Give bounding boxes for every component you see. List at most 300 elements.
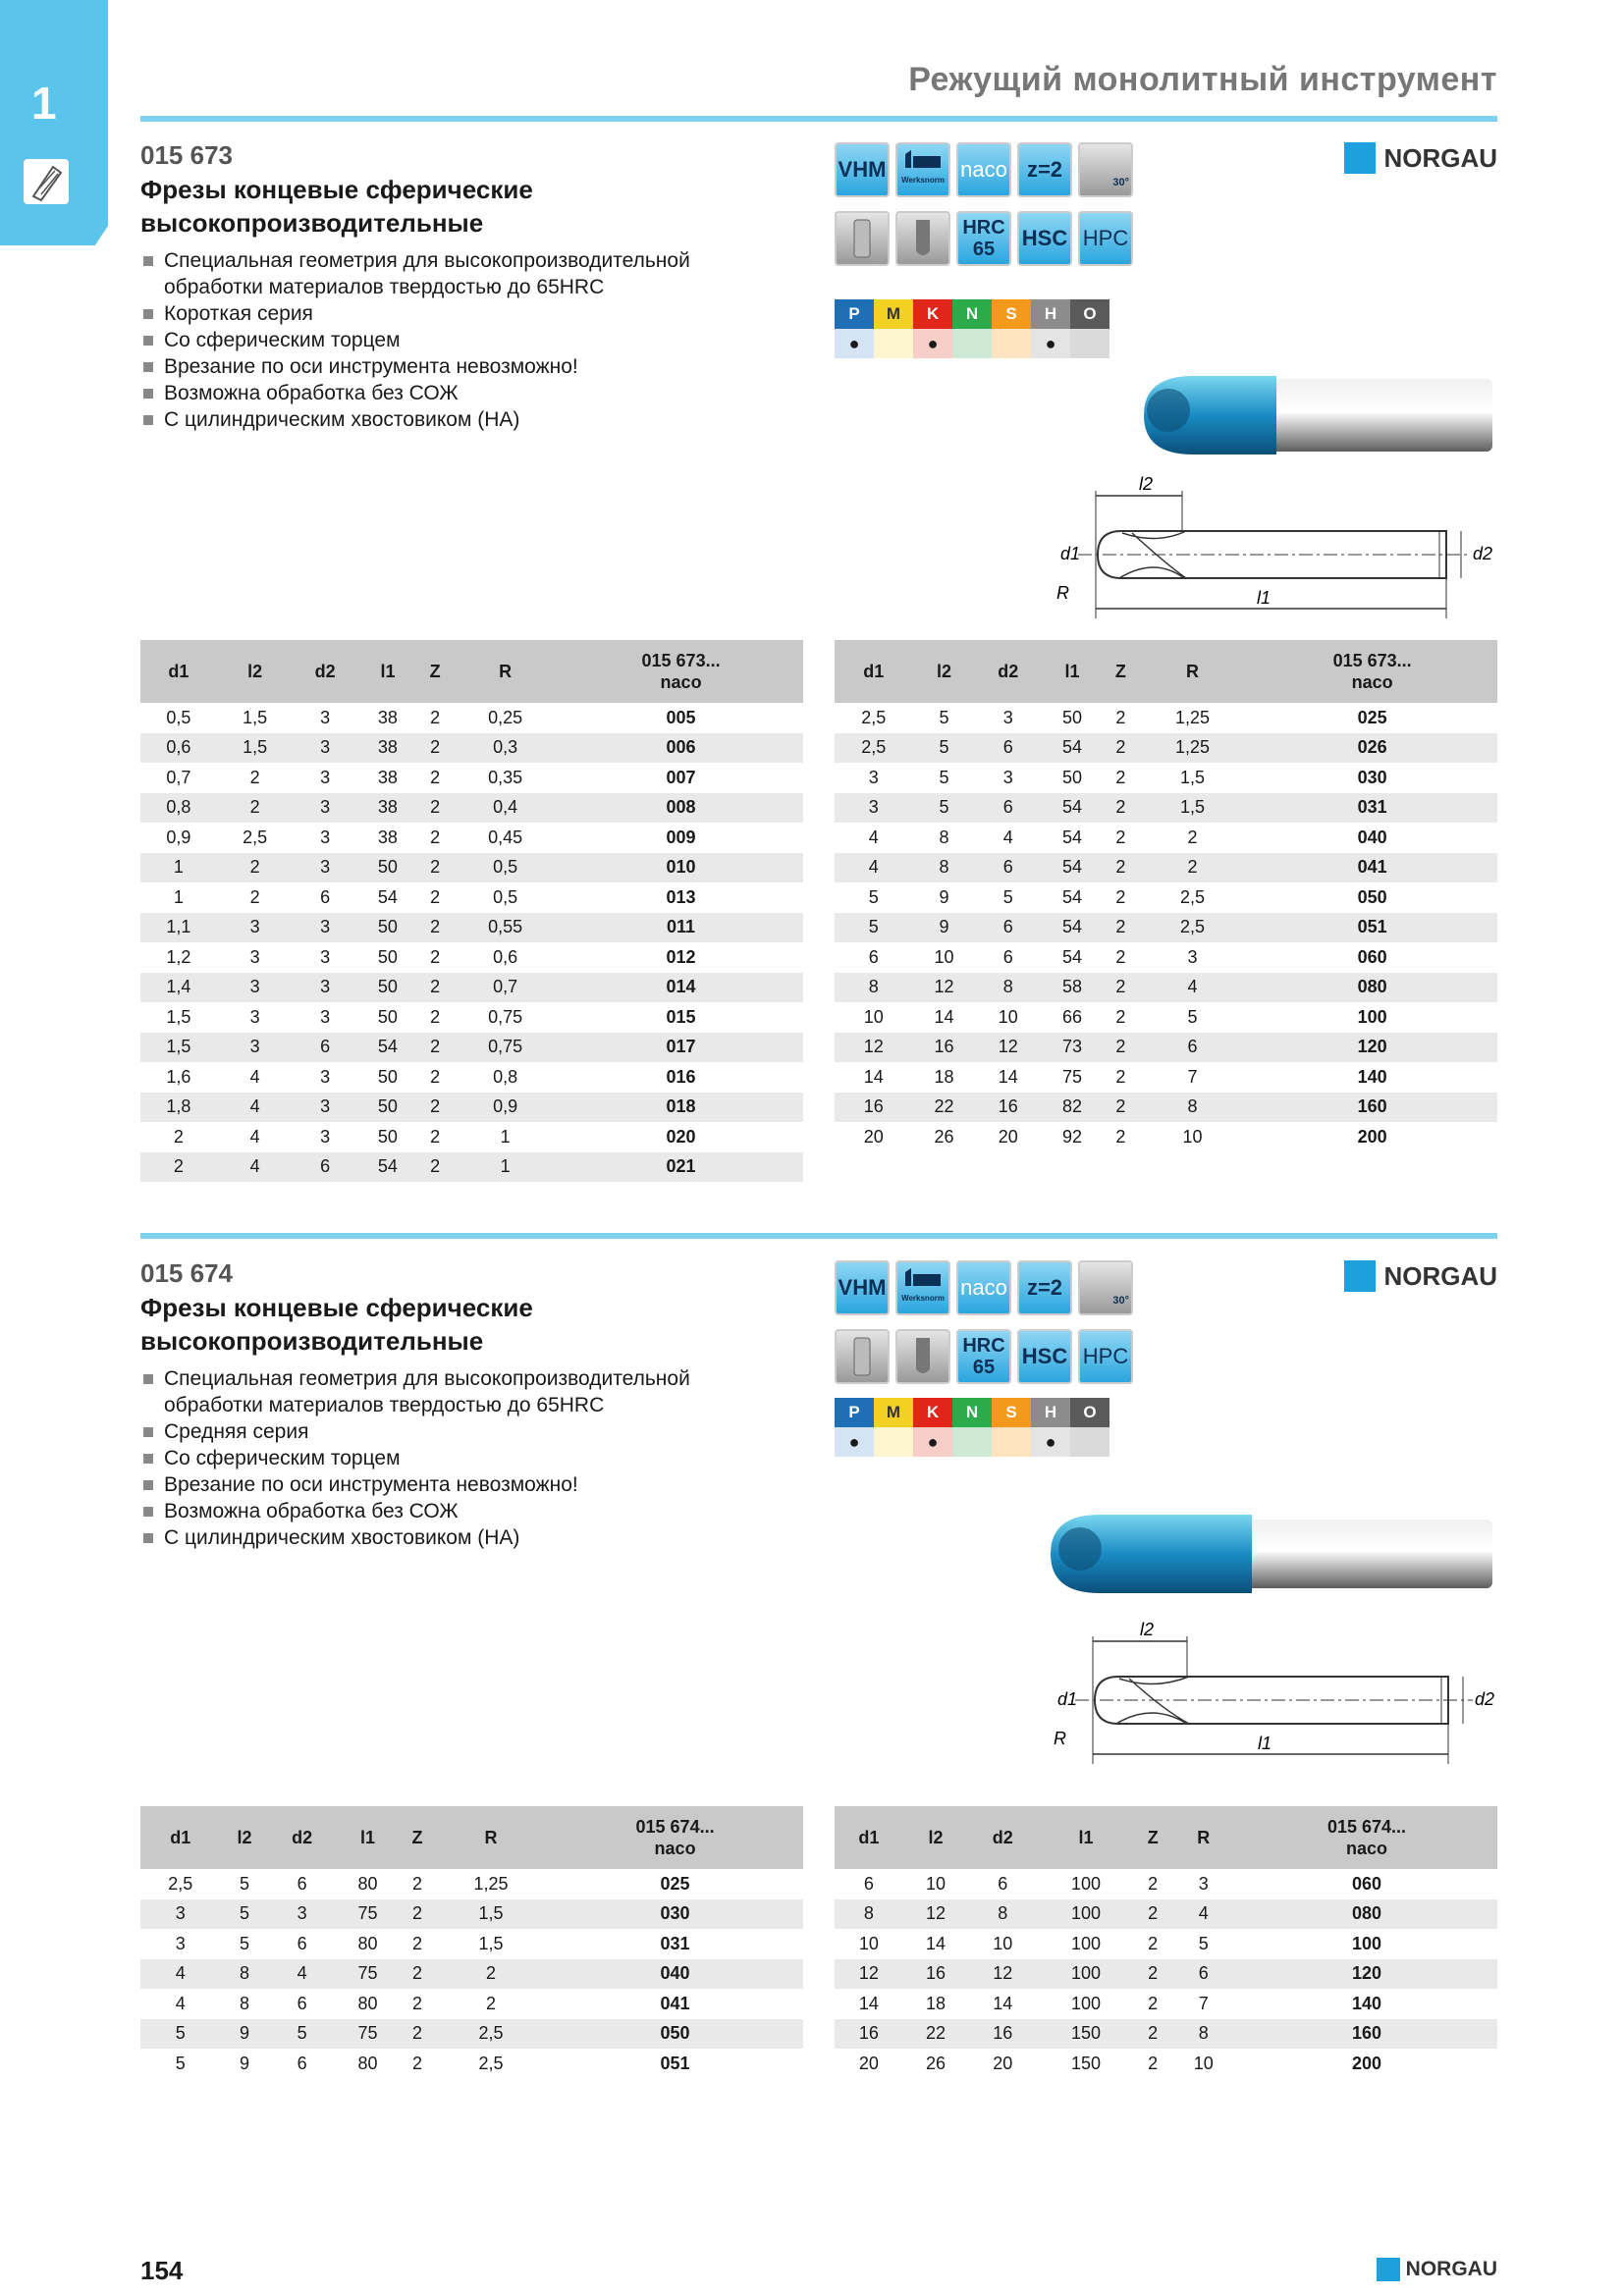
table-cell: 2	[140, 1152, 217, 1183]
table-cell: 2	[1148, 2053, 1159, 2073]
table-cell: 2	[1148, 1993, 1159, 2013]
table-row	[140, 853, 803, 883]
table-cell: 14	[998, 1066, 1018, 1087]
table-cell: 4	[1002, 827, 1013, 847]
table-row	[835, 1929, 1497, 1959]
table-cell: 5	[221, 1899, 269, 1930]
table-cell: 1,4	[140, 973, 217, 1003]
vhm-icon: VHM	[835, 142, 890, 197]
property-icons-row-1	[835, 142, 1133, 197]
material-s: S	[992, 1398, 1031, 1427]
table-cell: 1	[500, 1126, 511, 1147]
table-cell: 2	[1135, 2019, 1171, 2050]
table-row	[835, 853, 1497, 883]
table-cell: 0,45	[488, 827, 523, 847]
table-cell: 2,5	[435, 2019, 547, 2050]
table-cell: 3	[868, 767, 879, 787]
hrc-icon: HRC 65	[956, 211, 1011, 266]
property-icons-row-2	[835, 1329, 1133, 1384]
table-cell: 3	[1002, 767, 1013, 787]
table-cell: 14	[993, 1993, 1013, 2013]
table-cell: 2	[1104, 1093, 1138, 1123]
table-cell: 100	[1071, 1993, 1102, 2013]
table-row	[140, 1093, 803, 1123]
table-cell: 0,25	[488, 707, 523, 727]
hpc-icon: HPC	[1078, 211, 1133, 266]
table-cell: 0,6	[493, 946, 518, 967]
table-cell: 2	[1148, 1873, 1159, 1894]
shank-icon	[835, 211, 890, 266]
spec-table-015674-right	[835, 1806, 1497, 2079]
table-cell: 80	[357, 2053, 378, 2073]
table-cell: 2	[400, 2019, 435, 2050]
table-cell: 54	[1061, 946, 1082, 967]
table-row	[835, 733, 1497, 764]
feature-item: Возможна обработка без СОЖ	[140, 1498, 730, 1524]
table-cell: 7	[1198, 1993, 1209, 2013]
table-cell: 92	[1061, 1126, 1082, 1147]
order-code-cell: 025	[660, 1873, 690, 1894]
table-cell: 2	[173, 1126, 184, 1147]
table-cell: 5	[939, 767, 949, 787]
table-cell: 10	[1182, 1126, 1203, 1147]
feature-item: Средняя серия	[140, 1418, 730, 1445]
order-code-cell: 009	[666, 827, 696, 847]
table-cell: 6	[998, 1873, 1008, 1894]
table-cell: 5	[1002, 886, 1013, 907]
table-cell: 0,3	[452, 733, 559, 764]
table-cell: 6	[320, 886, 331, 907]
tool-photo	[1041, 1510, 1497, 1598]
flutes-icon: z=2	[1017, 142, 1072, 197]
table-cell: 2	[418, 973, 452, 1003]
col-code: 015 673... naco	[1247, 640, 1497, 703]
table-cell: 4	[1138, 973, 1247, 1003]
feature-item: Со сферическим торцем	[140, 327, 730, 353]
table-cell: 0,5	[493, 886, 518, 907]
table-cell: 6	[297, 1873, 307, 1894]
col-code: 015 674... naco	[1236, 1806, 1497, 1869]
table-cell: 0,8	[493, 1066, 518, 1087]
table-cell: 2	[1115, 1126, 1126, 1147]
table-cell: 1,25	[1175, 707, 1211, 727]
order-code-cell: 040	[1357, 827, 1387, 847]
table-cell: 12	[835, 1033, 913, 1063]
col-l1: l1	[1041, 640, 1104, 703]
table-cell: 5	[1187, 1006, 1198, 1027]
table-cell: 8	[975, 973, 1041, 1003]
table-cell: 38	[377, 767, 398, 787]
table-cell: 1,5	[478, 1933, 504, 1953]
table-cell: 100	[1037, 1959, 1135, 1990]
col-d1: d1	[835, 640, 913, 703]
table-cell: 6	[297, 2053, 307, 2073]
col-z: Z	[1104, 640, 1138, 703]
werksnorm-icon: Werksnorm	[895, 142, 950, 197]
helix-angle-icon: 30°	[1078, 1260, 1133, 1315]
label-d2: d2	[1473, 544, 1493, 563]
table-cell: 12	[903, 1899, 969, 1930]
table-cell: 2	[430, 1006, 441, 1027]
table-cell: 26	[934, 1126, 954, 1147]
table-cell: 6	[1002, 946, 1013, 967]
feature-item: Врезание по оси инструмента невозможно!	[140, 353, 730, 380]
table-cell: 4	[217, 1152, 294, 1183]
table-cell: 50	[357, 853, 418, 883]
table-cell: 1,5	[217, 733, 294, 764]
table-cell: 12	[913, 973, 976, 1003]
table-row	[140, 1959, 803, 1990]
table-cell: 2	[430, 1126, 441, 1147]
table-cell: 2	[249, 767, 260, 787]
order-code-cell: 017	[559, 1033, 803, 1063]
section-title: Фрезы концевые сферические высокопроизводительные	[140, 1293, 533, 1356]
table-row	[140, 1122, 803, 1152]
material-m: M	[874, 1398, 913, 1427]
table-cell: 1	[173, 886, 184, 907]
table-cell: 82	[1041, 1093, 1104, 1123]
table-row	[140, 1033, 803, 1063]
table-cell: 10	[926, 1873, 947, 1894]
table-cell: 1,25	[473, 1873, 509, 1894]
table-cell: 4	[835, 853, 913, 883]
table-cell: 66	[1061, 1006, 1082, 1027]
table-cell: 54	[1041, 793, 1104, 824]
table-cell: 2	[1138, 853, 1247, 883]
order-code-cell: 031	[660, 1933, 690, 1953]
table-cell: 5	[913, 793, 976, 824]
material-m: M	[874, 299, 913, 329]
table-row	[140, 942, 803, 973]
table-cell: 50	[377, 1126, 398, 1147]
table-cell: 3	[320, 827, 331, 847]
material-dot	[952, 329, 992, 358]
label-l2: l2	[1140, 1622, 1155, 1639]
table-cell: 3	[294, 853, 357, 883]
order-code-cell: 015	[666, 1006, 696, 1027]
table-cell: 3	[320, 1066, 331, 1087]
material-p: P	[835, 299, 874, 329]
col-z: Z	[418, 640, 452, 703]
material-dot	[1070, 329, 1109, 358]
order-code-cell: 051	[1247, 913, 1497, 943]
table-cell: 2	[418, 733, 452, 764]
footer-norgau-logo: NORGAU	[1377, 2258, 1497, 2281]
section-code: 015 674	[140, 1258, 233, 1288]
col-r: R	[435, 1806, 547, 1869]
table-cell: 1,25	[1138, 733, 1247, 764]
table-cell: 1,2	[166, 946, 191, 967]
table-cell: 2	[1104, 973, 1138, 1003]
table-cell: 18	[934, 1066, 954, 1087]
table-cell: 0,7	[166, 767, 191, 787]
table-row	[835, 1122, 1497, 1152]
table-cell: 54	[1041, 733, 1104, 764]
col-d1: d1	[835, 1806, 903, 1869]
order-code-cell: 080	[1236, 1899, 1497, 1930]
material-dot: ●	[835, 329, 874, 358]
section-code: 015 673	[140, 140, 233, 170]
table-cell: 5	[835, 913, 913, 943]
order-code-cell: 006	[559, 733, 803, 764]
order-code-cell: 012	[666, 946, 696, 967]
order-code-cell: 100	[1357, 1006, 1387, 1027]
col-l2: l2	[217, 640, 294, 703]
table-row	[835, 1062, 1497, 1093]
table-cell: 2	[430, 707, 441, 727]
table-cell: 54	[1041, 853, 1104, 883]
table-cell: 6	[863, 1873, 874, 1894]
table-row	[835, 1033, 1497, 1063]
table-cell: 3	[294, 913, 357, 943]
table-cell: 80	[357, 1993, 378, 2013]
table-cell: 2	[1104, 1033, 1138, 1063]
table-cell: 3	[294, 1093, 357, 1123]
table-cell: 54	[357, 1152, 418, 1183]
table-cell: 4	[249, 1126, 260, 1147]
table-cell: 100	[1071, 1873, 1102, 1894]
table-cell: 6	[868, 946, 879, 967]
order-code-cell: 031	[1247, 793, 1497, 824]
label-d2: d2	[1475, 1689, 1495, 1709]
table-cell: 2	[430, 767, 441, 787]
table-cell: 2	[412, 2053, 423, 2073]
feature-item: Короткая серия	[140, 300, 730, 327]
property-icons-row-1	[835, 1260, 1133, 1315]
table-cell: 2	[412, 1933, 423, 1953]
helix-angle-icon: 30°	[1078, 142, 1133, 197]
table-row	[835, 1869, 1497, 1899]
table-cell: 3	[249, 946, 260, 967]
table-cell: 2	[418, 1093, 452, 1123]
table-cell: 3	[294, 973, 357, 1003]
table-cell: 3	[217, 913, 294, 943]
feature-item: Возможна обработка без СОЖ	[140, 380, 730, 406]
table-cell: 8	[221, 1959, 269, 1990]
col-l2: l2	[913, 640, 976, 703]
table-cell: 1,1	[140, 913, 217, 943]
table-cell: 75	[1061, 1066, 1082, 1087]
table-cell: 0,55	[452, 913, 559, 943]
order-code-cell: 030	[1357, 767, 1387, 787]
material-n: N	[952, 299, 992, 329]
table-row	[140, 913, 803, 943]
table-cell: 16	[975, 1093, 1041, 1123]
table-cell: 22	[913, 1093, 976, 1123]
spec-table-015673-left	[140, 640, 803, 1182]
table-cell: 20	[863, 1126, 884, 1147]
table-cell: 2,5	[1138, 913, 1247, 943]
shank-icon	[835, 1329, 890, 1384]
col-l1: l1	[357, 640, 418, 703]
table-cell: 2	[1115, 1066, 1126, 1087]
feature-item: Врезание по оси инструмента невозможно!	[140, 1471, 730, 1498]
table-row	[140, 2049, 803, 2079]
table-cell: 3	[320, 1126, 331, 1147]
section-divider	[140, 1233, 1497, 1239]
table-row	[140, 1989, 803, 2019]
table-cell: 2	[1135, 1899, 1171, 1930]
table-cell: 50	[357, 913, 418, 943]
order-code-cell: 014	[559, 973, 803, 1003]
table-cell: 2	[249, 886, 260, 907]
table-cell: 3	[294, 793, 357, 824]
technical-drawing	[1039, 476, 1500, 618]
table-cell: 3	[294, 733, 357, 764]
table-cell: 54	[357, 1033, 418, 1063]
table-row	[835, 793, 1497, 824]
table-cell: 50	[357, 1093, 418, 1123]
table-cell: 2	[418, 1152, 452, 1183]
col-d1: d1	[140, 1806, 221, 1869]
naco-coating-icon: naco	[956, 1260, 1011, 1315]
order-code-cell: 041	[660, 1993, 690, 2013]
table-cell: 80	[357, 1873, 378, 1894]
table-cell: 6	[1138, 1033, 1247, 1063]
naco-coating-icon: naco	[956, 142, 1011, 197]
table-cell: 10	[934, 946, 954, 967]
order-code-cell: 021	[559, 1152, 803, 1183]
table-cell: 6	[297, 1993, 307, 2013]
col-l2: l2	[221, 1806, 269, 1869]
material-n: N	[952, 1398, 992, 1427]
spec-table-015673-right	[835, 640, 1497, 1152]
col-d2: d2	[268, 1806, 335, 1869]
table-cell: 2	[1148, 1933, 1159, 1953]
table-cell: 4	[268, 1959, 335, 1990]
table-cell: 2	[430, 886, 441, 907]
order-code-cell: 080	[1247, 973, 1497, 1003]
table-cell: 73	[1041, 1033, 1104, 1063]
material-o: O	[1070, 299, 1109, 329]
table-row	[140, 2019, 803, 2050]
table-cell: 2	[435, 1959, 547, 1990]
table-cell: 2,5	[243, 827, 268, 847]
table-cell: 6	[975, 913, 1041, 943]
col-l1: l1	[1037, 1806, 1135, 1869]
label-r: R	[1056, 583, 1069, 603]
table-cell: 16	[835, 2019, 903, 2050]
table-cell: 6	[975, 733, 1041, 764]
technical-drawing	[1036, 1622, 1502, 1764]
order-code-cell: 140	[1351, 1993, 1382, 2013]
table-cell: 4	[868, 827, 879, 847]
material-dot	[992, 1427, 1031, 1457]
table-cell: 38	[377, 707, 398, 727]
table-cell: 3	[320, 946, 331, 967]
table-cell: 10	[858, 1933, 879, 1953]
table-cell: 0,9	[452, 1093, 559, 1123]
order-code-cell: 140	[1357, 1066, 1387, 1087]
order-code-cell: 050	[1357, 886, 1387, 907]
table-cell: 4	[249, 1066, 260, 1087]
table-cell: 14	[926, 1933, 947, 1953]
label-l2: l2	[1139, 476, 1154, 494]
table-cell: 150	[1037, 2019, 1135, 2050]
table-cell: 75	[336, 1959, 400, 1990]
material-dot	[1070, 1427, 1109, 1457]
table-row	[140, 1062, 803, 1093]
header-divider	[140, 116, 1497, 122]
material-dot	[874, 1427, 913, 1457]
table-row	[835, 913, 1497, 943]
section-title: Фрезы концевые сферические высокопроизводительные	[140, 175, 533, 238]
table-cell: 2	[486, 1993, 497, 2013]
table-cell: 12	[968, 1959, 1037, 1990]
table-cell: 8	[835, 973, 913, 1003]
order-code-cell: 008	[559, 793, 803, 824]
property-icons-row-2	[835, 211, 1133, 266]
material-table	[835, 299, 1109, 358]
table-cell: 2,5	[861, 707, 887, 727]
order-code-cell: 007	[666, 767, 696, 787]
table-cell: 2	[1115, 886, 1126, 907]
table-cell: 50	[1061, 707, 1082, 727]
material-dot: ●	[835, 1427, 874, 1457]
order-code-cell: 026	[1247, 733, 1497, 764]
table-cell: 3	[1187, 946, 1198, 967]
table-cell: 0,9	[166, 827, 191, 847]
table-cell: 8	[968, 1899, 1037, 1930]
order-code-cell: 025	[1357, 707, 1387, 727]
table-cell: 1,5	[435, 1899, 547, 1930]
table-cell: 2	[1187, 827, 1198, 847]
table-cell: 2,5	[168, 1873, 193, 1894]
table-cell: 0,4	[452, 793, 559, 824]
col-code: 015 674... naco	[547, 1806, 803, 1869]
table-cell: 9	[913, 913, 976, 943]
feature-item: Со сферическим торцем	[140, 1445, 730, 1471]
table-cell: 2	[430, 946, 441, 967]
table-cell: 5	[268, 2019, 335, 2050]
table-cell: 3	[140, 1899, 221, 1930]
table-cell: 8	[1170, 2019, 1236, 2050]
label-r: R	[1054, 1729, 1066, 1748]
table-cell: 5	[1198, 1933, 1209, 1953]
table-cell: 38	[357, 733, 418, 764]
feature-item: С цилиндрическим хвостовиком (HA)	[140, 406, 730, 433]
col-d2: d2	[968, 1806, 1037, 1869]
material-dot	[992, 329, 1031, 358]
flutes-icon: z=2	[1017, 1260, 1072, 1315]
table-row	[835, 703, 1497, 733]
feature-item: С цилиндрическим хвостовиком (HA)	[140, 1524, 730, 1551]
table-cell: 14	[934, 1006, 954, 1027]
table-cell: 10	[993, 1933, 1013, 1953]
material-dot: ●	[913, 1427, 952, 1457]
table-cell: 2	[412, 1993, 423, 2013]
table-cell: 26	[926, 2053, 947, 2073]
col-d2: d2	[975, 640, 1041, 703]
table-cell: 5	[140, 2019, 221, 2050]
order-code-cell: 005	[666, 707, 696, 727]
table-cell: 50	[377, 946, 398, 967]
page-header-title: Режущий монолитный инструмент	[908, 61, 1497, 98]
table-cell: 9	[221, 2019, 269, 2050]
table-row	[835, 1959, 1497, 1990]
material-o: O	[1070, 1398, 1109, 1427]
table-cell: 50	[377, 1006, 398, 1027]
spec-table-015674-left	[140, 1806, 803, 2079]
table-cell: 0,5	[166, 707, 191, 727]
table-cell: 2,5	[1180, 886, 1206, 907]
table-cell: 75	[336, 1899, 400, 1930]
table-cell: 5	[175, 2053, 186, 2073]
col-l1: l1	[336, 1806, 400, 1869]
table-cell: 8	[913, 853, 976, 883]
table-cell: 50	[377, 1066, 398, 1087]
table-cell: 16	[968, 2019, 1037, 2050]
